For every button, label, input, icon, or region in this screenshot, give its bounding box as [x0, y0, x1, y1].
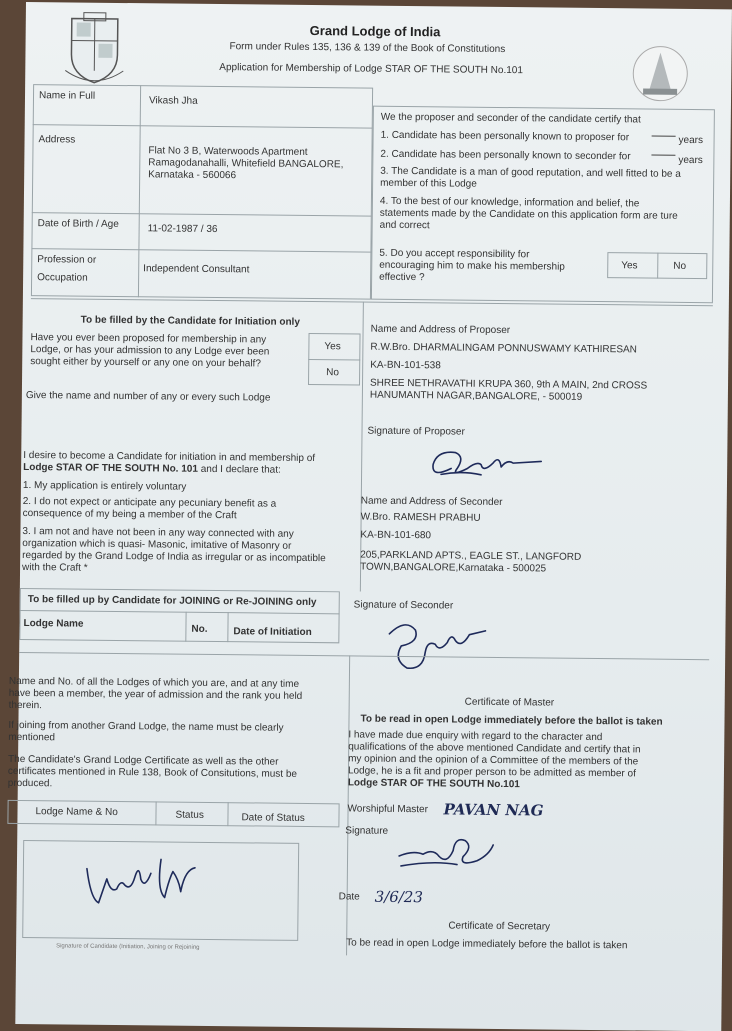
joining-heading: To be filled up by Candidate for JOINING or Re-JOINING only	[28, 594, 317, 609]
declaration-1: 1. My application is entirely voluntary	[23, 480, 187, 494]
address-line-1: Flat No 3 B, Waterwoods Apartment	[148, 145, 307, 159]
certificate-text-3: produced.	[8, 778, 53, 790]
seconder-signature-label: Signature of Seconder	[354, 599, 454, 612]
dob-label: Date of Birth / Age	[38, 218, 119, 231]
seconder-heading: Name and Address of Seconder	[361, 496, 503, 509]
proposer-line-2: KA-BN-101-538	[370, 360, 441, 373]
certify-item-4c: and correct	[380, 220, 430, 233]
joining-text-1: If joining from another Grand Lodge, the name must be clearly	[8, 720, 283, 735]
proposer-line-3: SHREE NETHRAVATHI KRUPA 360, 9th A MAIN, 2nd CROSS	[370, 378, 647, 393]
seconder-line-3: 205,PARKLAND APTS., EAGLE ST., LANGFORD	[360, 550, 581, 564]
address-line-3: Karnataka - 560066	[148, 169, 236, 182]
temple-emblem-icon	[631, 44, 690, 103]
master-lodge-name: Lodge STAR OF THE SOUTH No.101	[348, 777, 520, 791]
master-text-2: qualifications of the above mentioned Candidate and certify that in	[348, 741, 641, 756]
address-label: Address	[38, 134, 75, 146]
initiation-question-1: Have you ever been proposed for membership in any	[30, 332, 266, 346]
secretary-subheading: To be read in open Lodge immediately before the ballot is taken	[346, 937, 627, 952]
years-2: years	[678, 155, 703, 167]
master-text-1: I have made due enquiry with regard to the character and	[348, 729, 602, 744]
lodges-text-3: therein.	[9, 700, 42, 712]
candidate-signature-icon	[76, 849, 207, 914]
application-form-paper	[15, 2, 732, 1031]
page-title: Grand Lodge of India	[310, 23, 441, 39]
secretary-heading: Certificate of Secretary	[448, 920, 550, 933]
initiation-heading: To be filled by the Candidate for Initiation only	[81, 315, 300, 329]
col-status: Status	[175, 810, 203, 822]
master-date-label: Date	[339, 891, 360, 903]
name-value: Vikash Jha	[149, 95, 198, 108]
proposer-line-1: R.W.Bro. DHARMALINGAM PONNUSWAMY KATHIRESAN	[370, 342, 637, 357]
certify-item-5a: 5. Do you accept responsibility for	[379, 248, 529, 262]
col-date-status: Date of Status	[241, 812, 304, 825]
master-subheading: To be read in open Lodge immediately before the ballot is taken	[360, 714, 662, 729]
application-title: Application for Membership of Lodge STAR OF THE SOUTH No.101	[219, 62, 523, 77]
form-subtitle: Form under Rules 135, 136 & 139 of the Book of Constitutions	[229, 41, 505, 56]
seconder-signature-icon	[375, 612, 496, 675]
seconder-line-1: W.Bro. RAMESH PRABHU	[361, 512, 481, 525]
lodges-text-2: have been a member, the year of admission and the rank you held	[9, 688, 303, 703]
declaration-2a: 2. I do not expect or anticipate any pecuniary benefit as a	[23, 496, 277, 511]
joining-text-2: mentioned	[8, 732, 55, 744]
col-lodge-name-no: Lodge Name & No	[35, 806, 117, 819]
desire-lodge-name: Lodge STAR OF THE SOUTH No. 101	[23, 462, 198, 475]
master-date-value: 3/6/23	[375, 888, 423, 907]
declaration-3d: with the Craft *	[22, 562, 88, 575]
certify-intro: We the proposer and seconder of the candidate certify that	[381, 112, 641, 127]
candidate-signature-caption: Signature of Candidate (Initiation, Joining or Rejoining	[56, 942, 200, 952]
certify-item-5b: encouraging him to make his membership	[379, 260, 565, 274]
grand-lodge-crest-icon	[61, 10, 128, 85]
proposer-signature-label: Signature of Proposer	[367, 426, 464, 439]
seconder-line-2: KA-BN-101-680	[360, 530, 431, 543]
profession-label-1: Profession or	[37, 254, 96, 267]
declaration-3c: regarded by the Grand Lodge of India as irregular or as incompatible	[22, 550, 326, 565]
certify-item-1: 1. Candidate has been personally known to proposer for	[381, 130, 630, 145]
years-1: years	[679, 135, 704, 147]
worshipful-master-label: Worshipful Master	[347, 803, 428, 816]
certify-item-3b: member of this Lodge	[380, 178, 477, 191]
certify-item-4b: statements made by the Candidate on this application form are ture	[380, 208, 678, 223]
dob-value: 11-02-1987 / 36	[148, 223, 218, 236]
proposer-line-4: HANUMANTH NAGAR,BANGALORE, - 500019	[370, 390, 582, 404]
worshipful-master-name: PAVAN NAG	[443, 800, 543, 819]
proposer-signature-icon	[421, 438, 551, 483]
certificate-text-2: certificates mentioned in Rule 138, Book of Consitutions, must be	[8, 766, 297, 781]
initiation-question-3: sought either by yourself or any one on your behalf?	[30, 356, 261, 370]
initiation-yes[interactable]: Yes	[324, 341, 340, 353]
certify-item-4a: 4. To the best of our knowledge, information and belief, the	[380, 196, 640, 211]
master-signature-icon	[393, 826, 504, 877]
master-text-4: Lodge, he is a fit and proper person to be admitted as member of	[348, 765, 636, 780]
declaration-3a: 3. I am not and have not been in any way connected with any	[22, 526, 293, 541]
master-signature-label: Signature	[345, 825, 388, 837]
desire-end: and I declare that:	[201, 464, 281, 476]
declaration-3b: organization which is quasi- Masonic, imitative of Masonry or	[22, 538, 291, 553]
initiation-no[interactable]: No	[326, 367, 339, 379]
proposer-heading: Name and Address of Proposer	[371, 324, 511, 337]
declaration-2b: consequence of my being a member of the Craft	[23, 508, 237, 522]
give-name-text: Give the name and number of any or every such Lodge	[26, 390, 271, 405]
seconder-line-4: TOWN,BANGALORE,Karnataka - 500025	[360, 562, 546, 576]
desire-line-2	[23, 462, 281, 477]
profession-value: Independent Consultant	[143, 263, 249, 276]
desire-line-1: I desire to become a Candidate for initiation in and membership of	[23, 450, 315, 465]
certify-item-3a: 3. The Candidate is a man of good reputation, and well fitted to be a	[380, 166, 681, 181]
master-heading: Certificate of Master	[465, 697, 555, 710]
name-label: Name in Full	[39, 90, 95, 103]
responsibility-yes[interactable]: Yes	[621, 260, 637, 272]
lodges-text-1: Name and No. of all the Lodges of which you are, and at any time	[9, 676, 299, 691]
responsibility-no[interactable]: No	[673, 261, 686, 273]
certify-item-5c: effective ?	[379, 272, 425, 284]
col-lodge-name: Lodge Name	[23, 618, 83, 631]
profession-label-2: Occupation	[37, 272, 88, 285]
initiation-question-2: Lodge, or has your admission to any Lodge ever been	[30, 344, 269, 359]
master-text-3: my opinion and the opinion of a Committee of the members of the	[348, 753, 638, 768]
certificate-text-1: The Candidate's Grand Lodge Certificate as well as the other	[8, 754, 279, 769]
address-line-2: Ramagodanahalli, Whitefield BANGALORE,	[148, 157, 343, 171]
col-date-initiation: Date of Initiation	[233, 626, 311, 639]
col-no: No.	[191, 624, 207, 636]
certify-item-2: 2. Candidate has been personally known to seconder for	[380, 149, 630, 164]
